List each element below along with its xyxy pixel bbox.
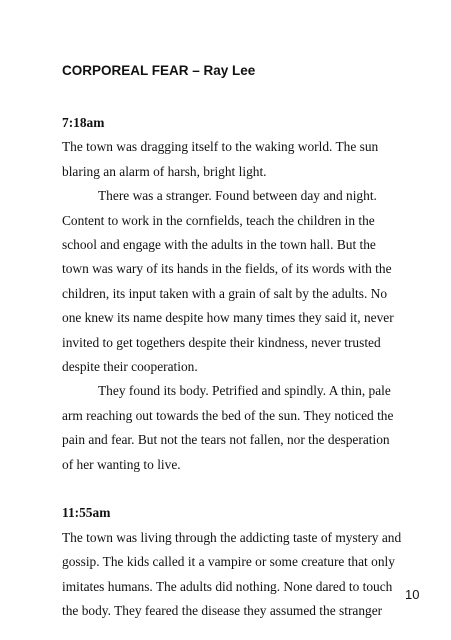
paragraph [62, 379, 402, 477]
text-line: They found its body. Petrified and spindly. A thin, pale [98, 383, 391, 399]
section-time-heading: 7:18am [62, 115, 105, 130]
text-line: the body. They feared the disease they assumed the stranger [62, 603, 383, 619]
text-line: despite their cooperation. [62, 359, 198, 375]
text-line: gossip. The kids called it a vampire or some creature that only [62, 554, 395, 570]
document-title: CORPOREAL FEAR – Ray Lee [62, 63, 256, 78]
text-line: blaring an alarm of harsh, bright light. [62, 163, 267, 179]
page-number: 10 [405, 587, 420, 602]
text-line: pain and fear. But not the tears not fallen, nor the desperation [62, 432, 390, 448]
paragraph [62, 526, 402, 624]
text-line: children, its input taken with a grain of salt by the adults. No [62, 285, 388, 301]
text-line: The town was living through the addicting taste of mystery and [62, 529, 402, 545]
paragraph [62, 135, 402, 184]
text-line: arm reaching out towards the bed of the sun. They noticed the [62, 407, 394, 423]
text-line: of her wanting to live. [62, 456, 181, 472]
text-line: invited to get togethers despite their kindness, never trusted [62, 334, 381, 350]
text-line: Content to work in the cornfields, teach the children in the [62, 212, 375, 228]
section-time-heading: 11:55am [62, 505, 111, 521]
text-line: There was a stranger. Found between day and night. [98, 188, 377, 204]
text-line: one knew its name despite how many times they said it, never [62, 310, 394, 326]
story-body [62, 111, 402, 624]
paragraph [62, 184, 402, 379]
section-spacer [62, 477, 402, 501]
text-line: town was wary of its hands in the fields, of its words with the [62, 261, 392, 277]
text-line: imitates humans. The adults did nothing. None dared to touch [62, 578, 393, 594]
text-line: school and engage with the adults in the town hall. But the [62, 237, 376, 253]
text-line: The town was dragging itself to the waking world. The sun [62, 139, 379, 155]
